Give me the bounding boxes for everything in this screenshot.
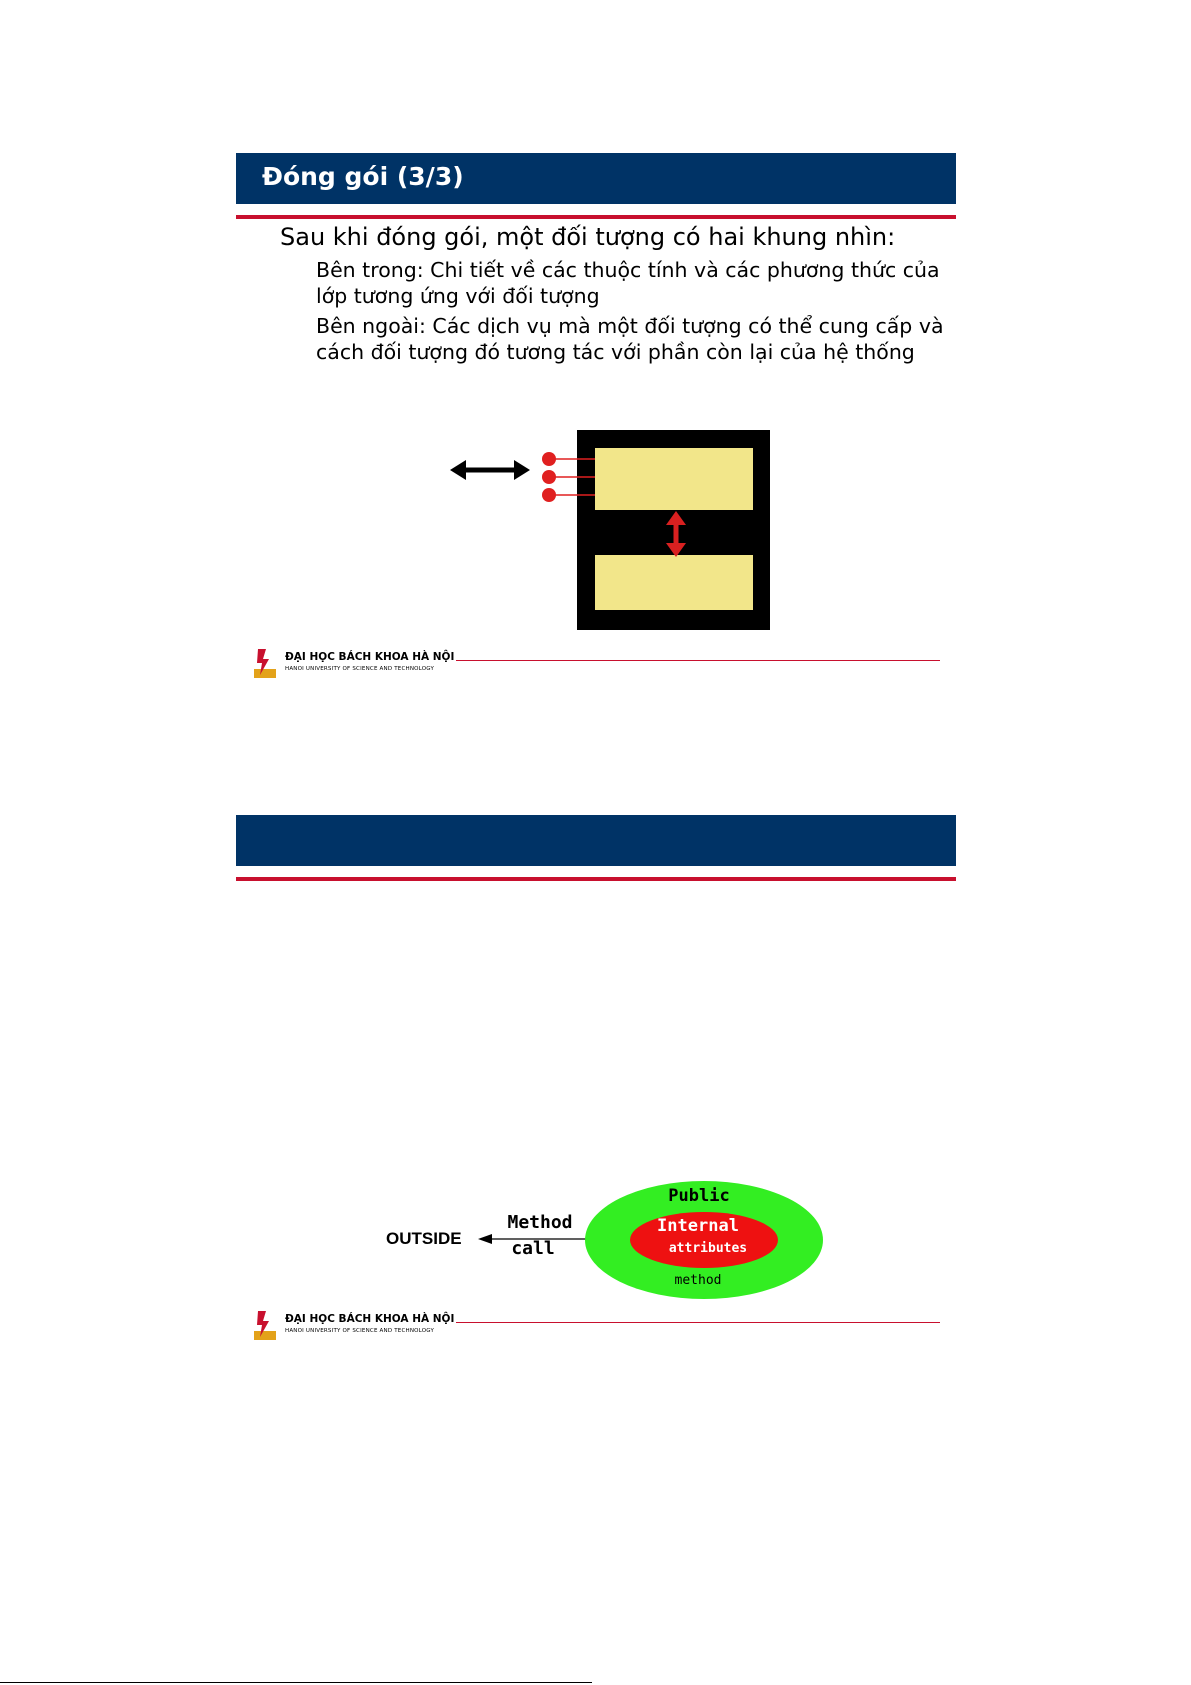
- title-underline: [236, 877, 956, 881]
- university-logo: [254, 647, 276, 678]
- university-subtitle: HANOI UNIVERSITY OF SCIENCE AND TECHNOLOGY: [285, 1328, 435, 1334]
- university-name: ĐẠI HỌC BÁCH KHOA HÀ NỘI: [285, 1313, 455, 1325]
- internal-label: Internal: [657, 1216, 739, 1236]
- interface-point-3: [542, 488, 556, 502]
- lower-yellow-block: [595, 555, 753, 610]
- slide-2: [236, 815, 956, 1345]
- slide-footer: [254, 647, 954, 681]
- external-double-arrow: [450, 460, 530, 480]
- upper-yellow-block: [595, 448, 753, 510]
- footer-rule: [456, 1322, 940, 1323]
- sub-bullet-outside: Bên ngoài: Các dịch vụ mà một đối tượng có thể cung cấp và cách đối tượng đó tương tác với phần còn lại của hệ thống: [316, 314, 944, 364]
- title-underline: [236, 215, 956, 219]
- interface-point-1: [542, 452, 556, 466]
- slide-1: [236, 153, 956, 683]
- page-bottom-rule: [0, 1682, 592, 1683]
- slide-title-bar: [236, 815, 956, 866]
- sub-bullet-inside: Bên trong: Chi tiết về các thuộc tính và các phương thức của lớp tương ứng với đối tượng: [316, 258, 940, 308]
- slide-title-bar: [236, 153, 956, 204]
- method-label: Method: [507, 1212, 573, 1233]
- footer-rule: [456, 660, 940, 661]
- university-logo: [254, 1309, 276, 1340]
- method-call-diagram: [236, 1180, 956, 1305]
- attributes-label: attributes: [668, 1241, 748, 1256]
- call-label: call: [511, 1238, 555, 1259]
- public-label: Public: [668, 1186, 730, 1206]
- slide-title: Đóng gói (3/3): [262, 162, 464, 191]
- university-name: ĐẠI HỌC BÁCH KHOA HÀ NỘI: [285, 651, 455, 663]
- slide-footer: [254, 1309, 954, 1343]
- outside-label: OUTSIDE: [386, 1229, 462, 1248]
- university-subtitle: HANOI UNIVERSITY OF SCIENCE AND TECHNOLOGY: [285, 666, 435, 672]
- encapsulation-box-diagram: [236, 423, 956, 638]
- interface-point-2: [542, 470, 556, 484]
- method-inner-label: method: [674, 1273, 722, 1288]
- main-bullet: Sau khi đóng gói, một đối tượng có hai khung nhìn:: [280, 223, 896, 251]
